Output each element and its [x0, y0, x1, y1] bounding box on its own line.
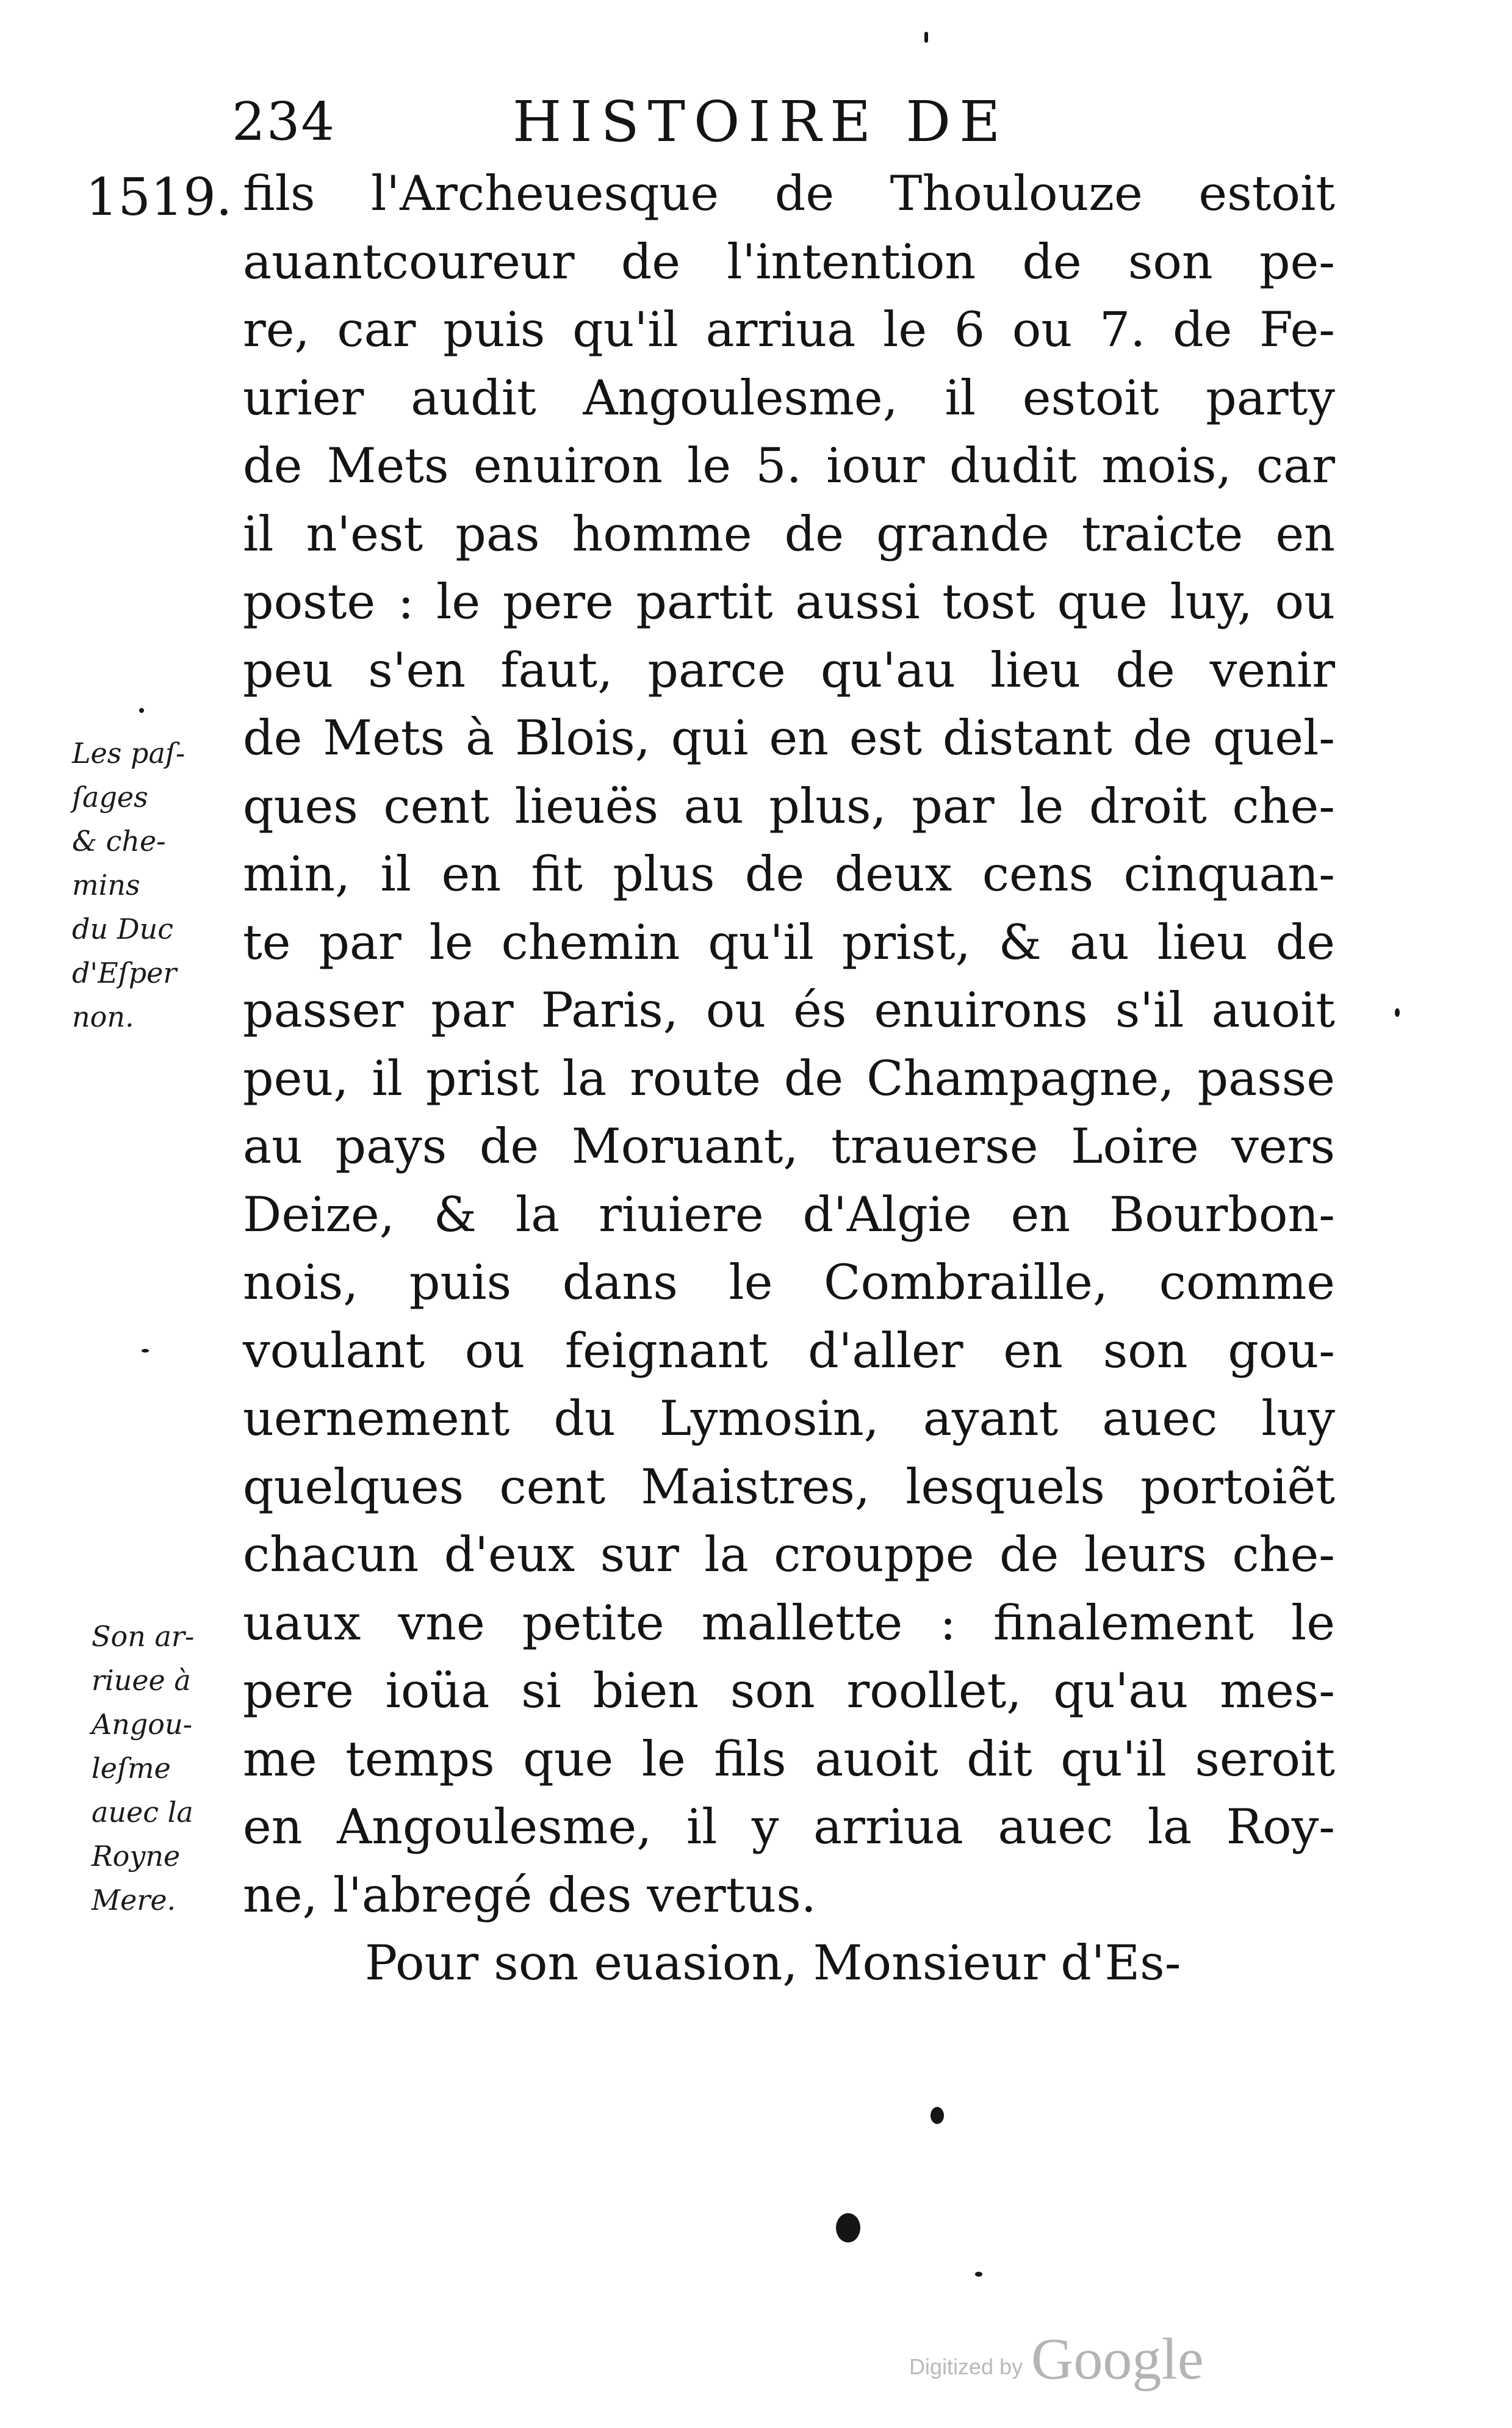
- text-line: nois, puis dans le Combraille, comme: [243, 1254, 1335, 1310]
- digitization-watermark: [909, 2326, 1226, 2391]
- text-line: te par le chemin qu'il prist, & au lieu de: [243, 914, 1335, 970]
- margin-note-line: ſages: [72, 781, 148, 814]
- text-line: fils l'Archeuesque de Thoulouze estoit: [243, 165, 1335, 222]
- margin-note-line: Les paſ-: [72, 737, 185, 770]
- margin-note-line: d'Eſper: [72, 956, 177, 989]
- text-line: uernement du Lymosin, ayant auec luy: [243, 1390, 1335, 1447]
- watermark-prefix: Digitized by: [909, 2354, 1023, 2379]
- text-line: auantcoureur de l'intention de son pe-: [243, 233, 1335, 290]
- text-line: de Mets à Blois, qui en est distant de quel-: [243, 710, 1335, 766]
- text-line: Pour son euasion, Monsieur d'Es-: [365, 1935, 1181, 1991]
- text-line: voulant ou feignant d'aller en son gou-: [243, 1322, 1335, 1379]
- watermark-logo: Google: [1031, 2326, 1204, 2391]
- margin-note-line: Mere.: [92, 1884, 176, 1917]
- margin-note-arrival: [92, 1614, 238, 1922]
- ink-speck: [924, 32, 928, 43]
- ink-speck: [1395, 1008, 1400, 1017]
- page-header: [232, 85, 1147, 159]
- text-line: Deize, & la riuiere d'Algie en Bourbon-: [243, 1186, 1335, 1243]
- margin-note-line: Royne: [92, 1840, 181, 1873]
- text-line: de Mets enuiron le 5. iour dudit mois, car: [243, 438, 1335, 494]
- text-line: poste : le pere partit aussi tost que luy, ou: [243, 574, 1335, 630]
- margin-note-line: mins: [72, 869, 140, 901]
- margin-note-line: & che-: [72, 825, 166, 858]
- margin-note-line: riuee à: [92, 1664, 191, 1697]
- ink-speck: [139, 708, 144, 713]
- margin-note-line: du Duc: [72, 912, 173, 945]
- margin-note-line: Son ar-: [92, 1620, 195, 1653]
- text-line: peu, il prist la route de Champagne, passe: [243, 1050, 1335, 1107]
- text-line: au pays de Moruant, trauerse Loire vers: [243, 1118, 1335, 1174]
- ink-speck: [142, 1349, 149, 1353]
- page-number: 234: [232, 92, 336, 153]
- ink-speck: [836, 2213, 860, 2242]
- text-line: me temps que le fils auoit dit qu'il seroit: [243, 1730, 1335, 1787]
- text-line: quelques cent Maistres, lesquels portoiẽt: [243, 1458, 1335, 1515]
- ink-speck: [975, 2272, 982, 2277]
- text-line: passer par Paris, ou és enuirons s'il auoit: [243, 982, 1335, 1038]
- text-line: il n'est pas homme de grande traicte en: [243, 505, 1335, 562]
- text-line: urier audit Angoulesme, il estoit party: [243, 369, 1335, 426]
- margin-note-line: non.: [72, 1000, 134, 1033]
- text-line: uaux vne petite mallette : finalement le: [243, 1594, 1335, 1651]
- text-line: min, il en fit plus de deux cens cinquan-: [243, 846, 1335, 902]
- text-line: pere ioüa si bien son roollet, qu'au mes-: [243, 1663, 1335, 1719]
- ink-speck: [931, 2107, 944, 2124]
- text-line: re, car puis qu'il arriua le 6 ou 7. de Fe-: [243, 302, 1335, 358]
- margin-year: 1519.: [85, 167, 232, 227]
- text-line: peu s'en faut, parce qu'au lieu de venir: [243, 641, 1335, 698]
- running-title: HISTOIRE DE: [513, 89, 1009, 154]
- text-line: en Angoulesme, il y arriua auec la Roy-: [243, 1799, 1335, 1855]
- text-line: chacun d'eux sur la crouppe de leurs che-: [243, 1527, 1335, 1583]
- margin-note-passages: [72, 731, 231, 1039]
- margin-note-line: leſme: [92, 1752, 171, 1785]
- text-line: ne, l'abregé des vertus.: [243, 1866, 816, 1923]
- margin-note-line: Angou-: [92, 1708, 193, 1741]
- text-line: ques cent lieuës au plus, par le droit che-: [243, 778, 1335, 834]
- margin-note-line: auec la: [92, 1796, 193, 1829]
- body-text: [243, 160, 1335, 1998]
